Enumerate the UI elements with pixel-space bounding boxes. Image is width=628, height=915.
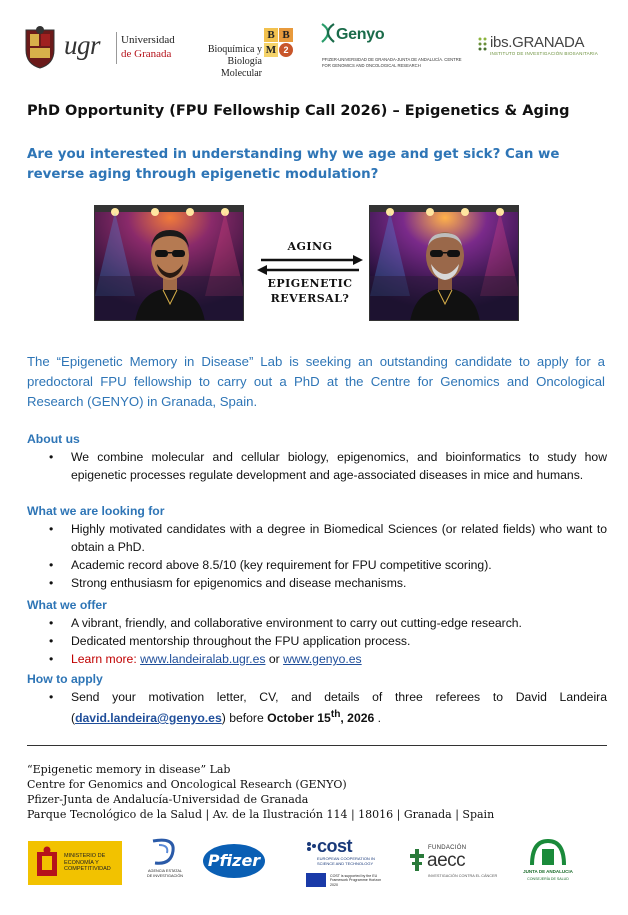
genyo-link[interactable]: www.genyo.es [283,652,362,666]
footer-line: Parque Tecnológico de la Salud | Av. de la Ilustración 114 | 18016 | Granada | Spain [27,808,495,821]
agencia-text: AGENCIA ESTATAL DE INVESTIGACIÓN [146,869,184,878]
apply-text-mid: ) before [221,711,268,726]
spain-crest-icon [34,846,60,880]
ugr-wordmark: ugr [64,30,101,60]
cost-name: cost [317,836,353,856]
genyo-dna-icon [320,22,336,44]
ugr-line2-prefix: de [121,48,135,60]
cost-dots-icon [306,841,316,855]
list-item: • A vibrant, friendly, and collaborative environment to carry out cutting-edge research. [27,614,607,632]
bbm-b1: B [264,28,278,42]
agencia-logo [145,837,185,891]
list-item: • Strong enthusiasm for epigenomics and disease mechanisms. [27,574,607,592]
ugr-name [121,33,175,61]
looking-heading: What we are looking for [27,504,165,518]
footer-address [27,762,607,822]
apply-heading: How to apply [27,672,103,686]
learn-more-item [27,650,607,668]
apply-list [27,688,607,727]
list-item: • Academic record above 8.5/10 (key requirement for FPU competitive scoring). [27,556,607,574]
looking-section [27,503,607,592]
ugr-divider [116,32,117,64]
header-logos [0,0,628,84]
bbm-text [188,44,262,80]
ibs-name: ibs.GRANADA [490,34,585,51]
bidirectional-arrows-icon [257,254,363,276]
about-list [27,448,607,484]
deadline-suffix: th [330,709,341,720]
footer-line: Pfizer-Junta de Andalucía-Universidad de Granada [27,793,309,806]
aging-label: AGING [287,240,333,253]
list-item: • We combine molecular and cellular biology, epigenomics, and bioinformatics to study how epigenetic processes regulate development and age-associated diseases in mice and humans. [27,448,607,484]
bbm-line1: Bioquímica y [207,44,262,55]
reversal-line1: EPIGENETIC [267,277,353,290]
ugr-line2-city: Granada [134,48,172,60]
cost-eu-text: COST is supported by the EU Framework Programme Horizon 2020 [330,874,382,887]
ministerio-logo [28,841,122,885]
cost-logo [306,836,386,893]
young-portrait-image [94,205,244,321]
list-item: • Dedicated mentorship throughout the FPU application process. [27,632,607,650]
ugr-logo [20,26,175,72]
aecc-name: aecc [427,850,466,871]
aecc-top: FUNDACIÓN [428,845,467,851]
offer-heading: What we offer [27,598,107,612]
epigenetic-reversal-label [258,276,362,306]
genyo-name: Genyo [336,26,385,43]
lead-question: Are you interested in understanding why we age and get sick? Can we reverse aging through epigenetic modulation? [27,147,560,182]
apply-text-end: . [374,711,382,726]
landeiralab-link[interactable]: www.landeiralab.ugr.es [140,652,266,666]
genyo-logo [322,24,462,72]
link-separator: or [265,652,284,666]
sponsor-logos [0,835,628,905]
offer-section [27,597,607,668]
pfizer-text: Pfizer [207,851,261,870]
aecc-cross-icon [410,849,424,871]
looking-list [27,520,607,592]
junta-subtitle: CONSEJERÍA DE SALUD [527,877,569,881]
offer-list [27,614,607,668]
ugr-shield-icon [20,26,60,70]
email-link[interactable]: david.landeira@genyo.es [75,711,222,726]
ibs-subtitle: INSTITUTO DE INVESTIGACIÓN BIOSANITARIA [490,51,598,56]
bbm-line2: Biología Molecular [220,56,262,79]
reversal-line2: REVERSAL? [270,292,350,305]
pfizer-logo [202,843,266,879]
deadline-date: October 15 [267,711,331,726]
apply-section [27,671,607,727]
footer-line: “Epigenetic memory in disease” Lab [27,763,231,776]
ibs-dots-icon [478,37,488,51]
ibs-logo [478,34,598,64]
junta-arch-icon [528,837,568,867]
apply-item [27,688,607,727]
ugr-line2 [121,47,175,61]
ministerio-text: MINISTERIO DE ECONOMÍA Y COMPETITIVIDAD [64,853,111,872]
junta-text: JUNTA DE ANDALUCIA [523,869,573,874]
footer-line: Centre for Genomics and Oncological Research (GENYO) [27,778,347,791]
agencia-icon [149,837,179,867]
bbm-logo [188,26,298,79]
about-section [27,431,607,484]
page-title: PhD Opportunity (FPU Fellowship Call 2026) – Epigenetics & Aging [27,103,570,119]
about-heading: About us [27,432,80,446]
junta-logo [518,837,578,893]
aecc-subtitle: INVESTIGACIÓN CONTRA EL CÁNCER [428,874,498,878]
old-portrait-image [369,205,519,321]
deadline-year: , 2026 [340,711,375,726]
deadline [267,711,374,725]
list-item: • Highly motivated candidates with a degree in Biomedical Sciences (or related fields) who want to obtain a PhD. [27,520,607,556]
intro-paragraph: The “Epigenetic Memory in Disease” Lab is seeking an outstanding candidate to apply for a predoctoral FPU fellowship to carry out a PhD at the Centre for Genomics and Oncological Research (GENYO) in Granada, Spain. [27,354,605,409]
bbm-2: 2 [279,43,293,57]
cost-subtitle: EUROPEAN COOPERATION IN SCIENCE AND TECHNOLOGY [317,856,375,866]
aecc-logo [410,845,496,885]
apply-text-before: Send your motivation letter, CV, and details of three referees to David Landeira ( [71,690,607,726]
bbm-b2: B [279,28,293,42]
bbm-m: M [265,44,277,56]
eu-flag-icon [306,873,326,887]
ugr-line1: Universidad [121,34,175,46]
genyo-subtitle: PFIZER-UNIVERSIDAD DE GRANADA-JUNTA DE ANDALUCÍA. CENTRE FOR GENOMICS AND ONCOLOGICAL RESEARCH [322,57,462,68]
learn-more-label: Learn more: [71,652,141,666]
footer-divider [27,745,607,746]
